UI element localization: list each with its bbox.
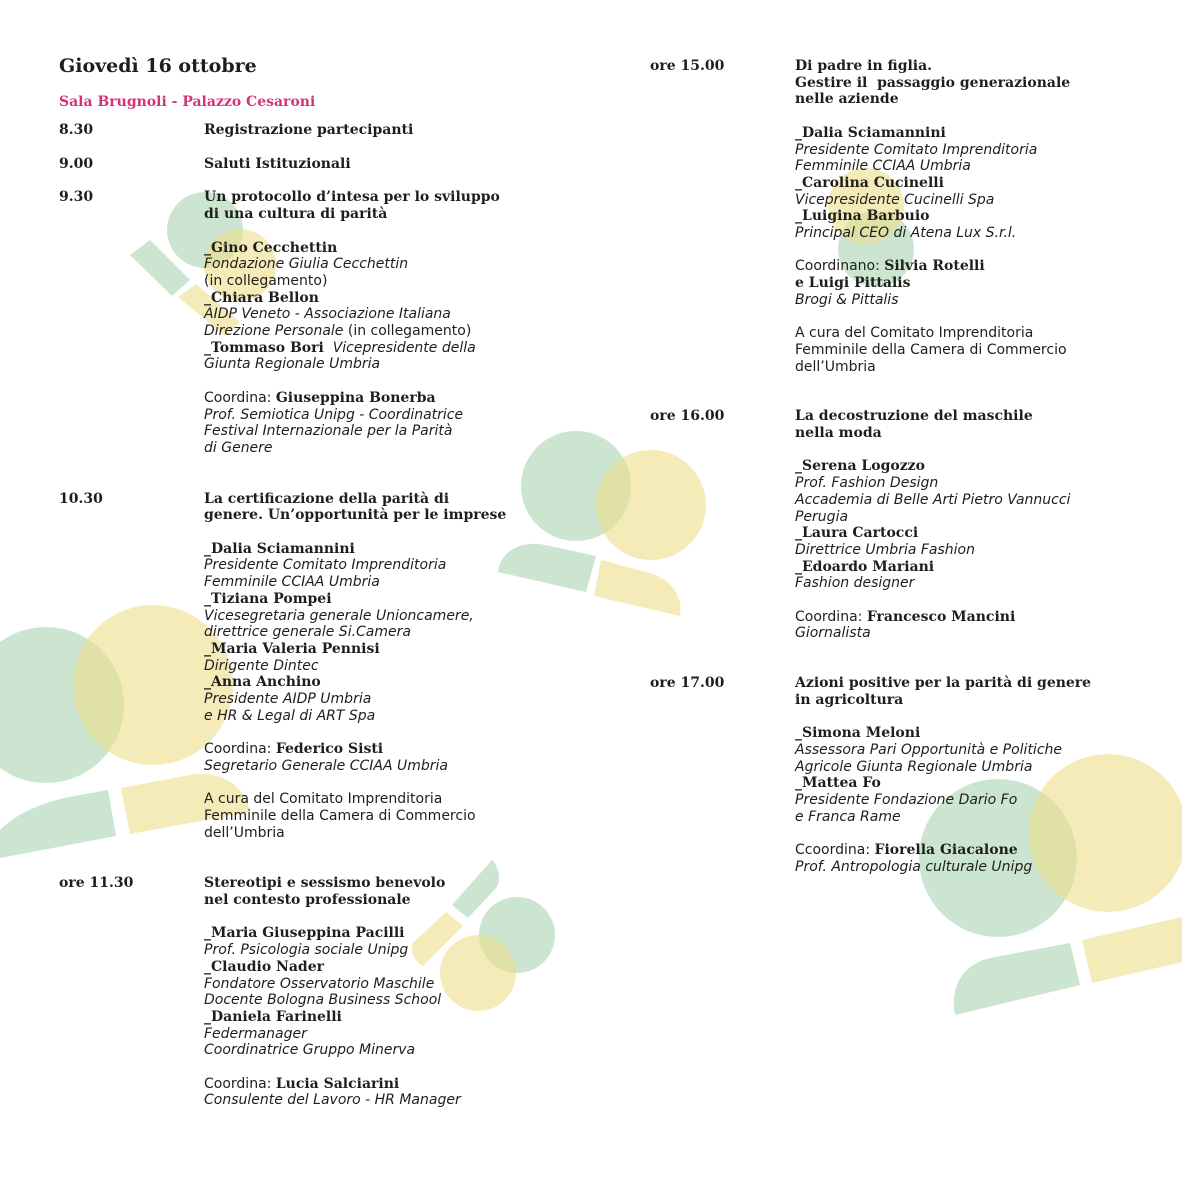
session-title xyxy=(795,675,1170,708)
session-title xyxy=(795,58,1170,108)
speaker-name: _Mattea Fo xyxy=(795,775,881,792)
speaker-name: _Daniela Farinelli xyxy=(204,1008,342,1025)
speaker-role: Coordinatrice Gruppo Minerva xyxy=(204,1042,416,1059)
speaker-role: Principal CEO di Atena Lux S.r.l. xyxy=(795,225,1017,242)
title-line: nella moda xyxy=(795,425,882,442)
coord-role: Segretario Generale CCIAA Umbria xyxy=(204,757,449,774)
speaker-role: Docente Bologna Business School xyxy=(204,992,442,1009)
right-column xyxy=(650,58,1170,876)
session-title: Saluti Istituzionali xyxy=(204,155,351,172)
speaker-name: _Maria Valeria Pennisi xyxy=(204,640,380,657)
coord-role: di Genere xyxy=(204,439,273,456)
session-8-30 xyxy=(59,122,559,139)
session-time: ore 11.30 xyxy=(59,875,134,892)
title-line: genere. Un’opportunità per le imprese xyxy=(204,507,507,524)
session-9-30 xyxy=(59,189,559,456)
speaker-role: Direzione Personale xyxy=(204,323,344,340)
organizer-line: A cura del Comitato Imprenditoria xyxy=(795,325,1034,342)
speaker xyxy=(795,125,1170,175)
venue-label: Sala Brugnoli - Palazzo Cesaroni xyxy=(59,94,316,110)
title-line: Stereotipi e sessismo benevolo xyxy=(204,875,446,892)
session-time: 8.30 xyxy=(59,122,94,138)
speaker-name: _Laura Cartocci xyxy=(795,525,919,542)
speaker-role: e Franca Rame xyxy=(795,808,901,825)
session-15-00 xyxy=(650,58,1170,375)
speaker-role: Dirigente Dintec xyxy=(204,657,319,674)
coord-name: Giuseppina Bonerba xyxy=(275,389,436,406)
left-column xyxy=(59,122,559,1109)
speaker-role: AIDP Veneto - Associazione Italiana xyxy=(204,306,451,323)
speaker-role: Accademia di Belle Arti Pietro Vannucci xyxy=(795,491,1071,508)
speaker xyxy=(795,525,1170,558)
coord-name: Lucia Salciarini xyxy=(275,1075,400,1092)
speaker xyxy=(795,559,1170,592)
coordinator xyxy=(204,390,559,457)
speaker-role: Federmanager xyxy=(204,1025,307,1042)
speaker xyxy=(204,591,559,641)
speaker xyxy=(795,175,1170,208)
speaker-name: _Tommaso Bori xyxy=(204,339,324,356)
speaker-role: Agricole Giunta Regionale Umbria xyxy=(795,758,1033,775)
coord-label: Coordinano: xyxy=(795,258,885,275)
speaker-role: Giunta Regionale Umbria xyxy=(204,356,381,373)
coordinator xyxy=(204,1076,559,1109)
session-time: 10.30 xyxy=(59,490,103,507)
session-title xyxy=(204,189,559,222)
speaker-role: Vicepresidente Cucinelli Spa xyxy=(795,191,995,208)
speaker-name: _Simona Meloni xyxy=(795,725,921,742)
speaker-role: Fashion designer xyxy=(795,575,915,592)
coord-role: Prof. Semiotica Unipg - Coordinatrice xyxy=(204,406,464,423)
speaker-name: _Dalia Sciamannini xyxy=(795,124,946,141)
speaker xyxy=(204,674,559,724)
speaker-name: _Claudio Nader xyxy=(204,958,324,975)
organizer-line: dell’Umbria xyxy=(204,824,285,841)
title-line: nel contesto professionale xyxy=(204,892,411,909)
session-time: 9.00 xyxy=(59,155,94,172)
organizer-line: Femminile della Camera di Commercio xyxy=(795,341,1067,358)
session-time: ore 16.00 xyxy=(650,408,725,425)
speaker-name: _Edoardo Mariani xyxy=(795,558,935,575)
speaker xyxy=(795,208,1170,241)
coord-name: Francesco Mancini xyxy=(866,608,1016,625)
session-10-30 xyxy=(59,491,559,842)
title-line: Azioni positive per la parità di genere xyxy=(795,675,1092,692)
speaker-role: Vicepresidente della xyxy=(323,339,476,356)
title-line: Di padre in figlia. xyxy=(795,58,933,74)
coord-label: Coordina: xyxy=(204,1075,276,1092)
speaker-name: _Serena Logozzo xyxy=(795,458,925,475)
speaker-role: Prof. Fashion Design xyxy=(795,475,939,492)
organizer-note xyxy=(795,325,1170,375)
speaker-name: _Chiara Bellon xyxy=(204,289,319,306)
speaker-role: Vicesegretaria generale Unioncamere, xyxy=(204,607,474,624)
coord-label: Coordina: xyxy=(204,741,276,758)
title-line: Gestire il passaggio generazionale xyxy=(795,74,1071,91)
organizer-line: A cura del Comitato Imprenditoria xyxy=(204,791,443,808)
speaker-name: _Gino Cecchettin xyxy=(204,239,338,256)
speaker-role: e HR & Legal di ART Spa xyxy=(204,707,376,724)
speaker xyxy=(795,775,1170,825)
organizer-line: Femminile della Camera di Commercio xyxy=(204,807,476,824)
title-line: La certificazione della parità di xyxy=(204,490,450,507)
speaker xyxy=(204,925,559,958)
speaker-role: Femminile CCIAA Umbria xyxy=(795,158,971,175)
session-title: Registrazione partecipanti xyxy=(204,122,414,138)
coord-label: Coordina: xyxy=(795,608,867,625)
speaker xyxy=(204,959,559,1009)
session-time: 9.30 xyxy=(59,189,94,206)
session-9-00 xyxy=(59,156,559,173)
speaker-role: Fondatore Osservatorio Maschile xyxy=(204,975,435,992)
speaker-name: _Luigina Barbuio xyxy=(795,208,930,225)
coord-role: Prof. Antropologia culturale Unipg xyxy=(795,858,1033,875)
session-17-00 xyxy=(650,675,1170,875)
speaker-role: Assessora Pari Opportunità e Politiche xyxy=(795,741,1063,758)
session-title xyxy=(204,875,559,908)
session-16-00 xyxy=(650,408,1170,642)
speaker xyxy=(204,240,559,290)
speaker-role: Presidente Comitato Imprenditoria xyxy=(795,141,1038,158)
speaker-note: (in collegamento) xyxy=(343,323,472,340)
session-time: ore 15.00 xyxy=(650,58,725,74)
coord-role: Consulente del Lavoro - HR Manager xyxy=(204,1092,461,1109)
speaker xyxy=(204,541,559,591)
speaker-role: Fondazione Giulia Cecchettin xyxy=(204,256,409,273)
session-title xyxy=(795,408,1170,441)
session-11-30 xyxy=(59,875,559,1109)
speaker-name: _Dalia Sciamannini xyxy=(204,540,355,557)
speaker-role: Presidente Fondazione Dario Fo xyxy=(795,792,1018,809)
speaker-role: Perugia xyxy=(795,508,849,525)
speaker xyxy=(204,641,559,674)
coordinator xyxy=(795,609,1170,642)
speaker-name: _Carolina Cucinelli xyxy=(795,174,944,191)
title-line: di una cultura di parità xyxy=(204,206,388,223)
deco-pill xyxy=(954,943,1080,1015)
deco-pill xyxy=(1082,917,1182,983)
speaker-name: _Tiziana Pompei xyxy=(204,590,332,607)
coord-role: Festival Internazionale per la Parità xyxy=(204,423,453,440)
speaker xyxy=(204,290,559,340)
speaker xyxy=(204,340,559,373)
coord-name: e Luigi Pittalis xyxy=(795,275,911,292)
title-line: La decostruzione del maschile xyxy=(795,408,1033,425)
title-line: in agricoltura xyxy=(795,691,904,708)
day-title: Giovedì 16 ottobre xyxy=(59,55,257,77)
organizer-note xyxy=(204,791,559,841)
coord-name: Silvia Rotelli xyxy=(884,258,985,275)
coord-label: Coordina: xyxy=(204,389,276,406)
speaker-role: Presidente AIDP Umbria xyxy=(204,691,372,708)
coord-name: Fiorella Giacalone xyxy=(874,842,1018,859)
speaker-role: Direttrice Umbria Fashion xyxy=(795,541,975,558)
coordinator xyxy=(795,842,1170,875)
session-title xyxy=(204,491,559,524)
speaker-role: Presidente Comitato Imprenditoria xyxy=(204,557,447,574)
speaker-role: Femminile CCIAA Umbria xyxy=(204,574,380,591)
coordinator xyxy=(204,741,559,774)
coord-role: Brogi & Pittalis xyxy=(795,291,899,308)
coordinator xyxy=(795,258,1170,308)
session-time: ore 17.00 xyxy=(650,675,725,692)
speaker-name: _Anna Anchino xyxy=(204,674,321,691)
speaker xyxy=(204,1009,559,1059)
organizer-line: dell’Umbria xyxy=(795,358,876,375)
coord-name: Federico Sisti xyxy=(275,741,384,758)
speaker xyxy=(795,458,1170,525)
coord-label: Ccoordina: xyxy=(795,842,875,859)
page-header xyxy=(59,54,315,111)
speaker-role: Prof. Psicologia sociale Unipg xyxy=(204,942,409,959)
coord-role: Giornalista xyxy=(795,625,871,642)
title-line: Un protocollo d’intesa per lo sviluppo xyxy=(204,189,500,206)
speaker xyxy=(795,725,1170,775)
speaker-note: (in collegamento) xyxy=(204,272,328,289)
speaker-role: direttrice generale Si.Camera xyxy=(204,624,411,641)
title-line: nelle aziende xyxy=(795,91,899,108)
speaker-name: _Maria Giuseppina Pacilli xyxy=(204,925,405,942)
